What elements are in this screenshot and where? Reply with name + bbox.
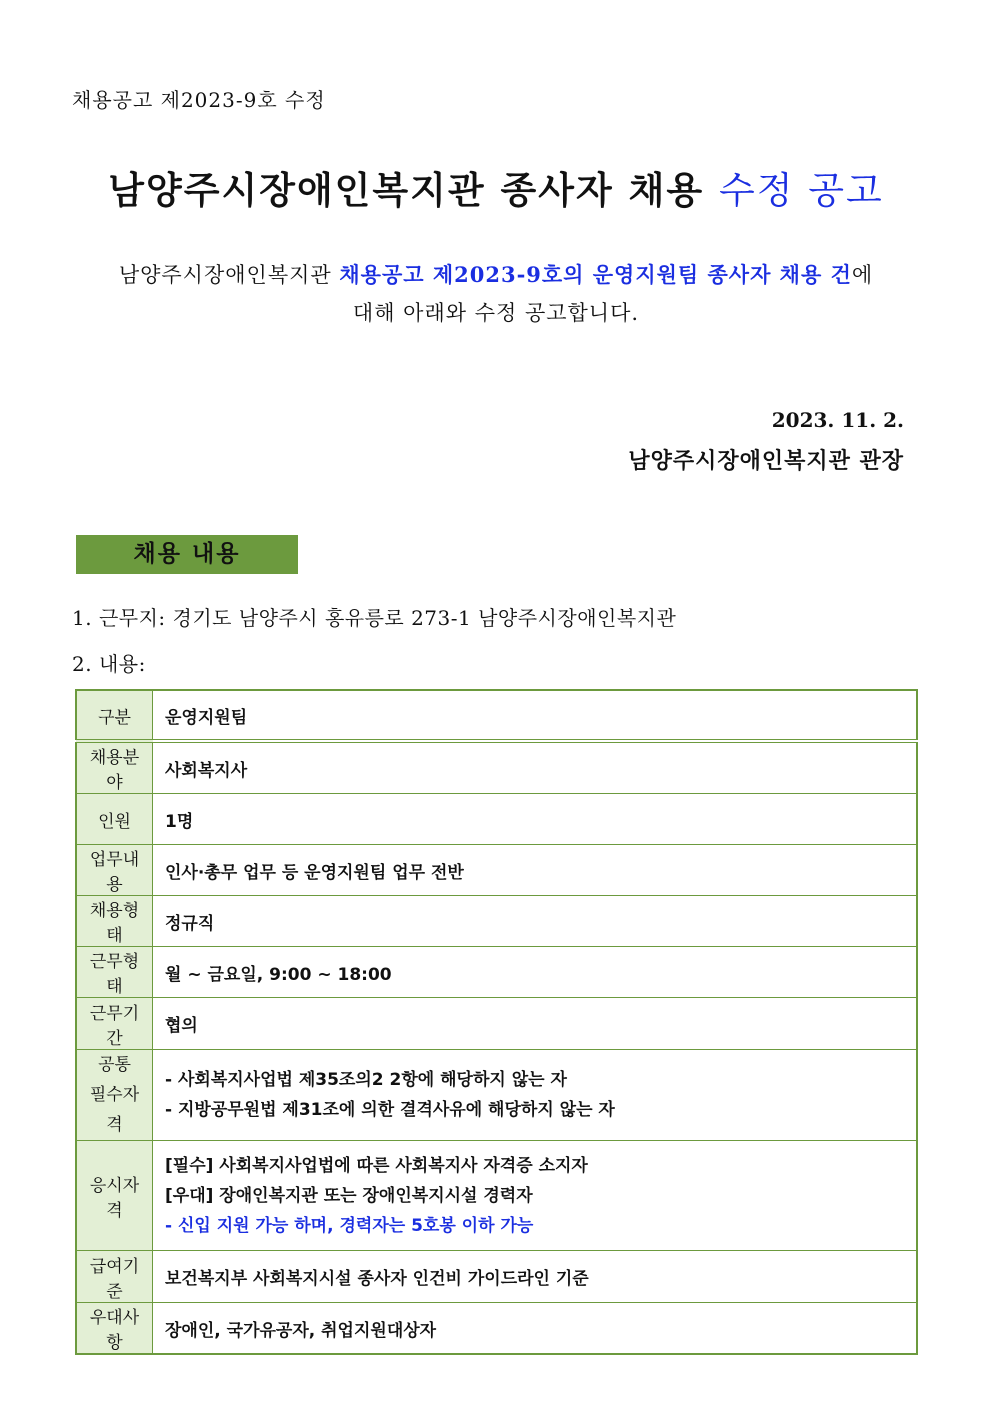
row-label: 업무내용 — [76, 845, 153, 896]
label-line: 공통 — [98, 1055, 131, 1075]
recruitment-table — [75, 689, 918, 1355]
row-value: 장애인, 국가유공자, 취업지원대상자 — [153, 1303, 918, 1355]
row-value: 정규직 — [153, 896, 918, 947]
notice-number: 채용공고 제2023-9호 수정 — [72, 88, 326, 112]
row-value: 인사·총무 업무 등 운영지원팀 업무 전반 — [153, 845, 918, 896]
table-row — [76, 845, 917, 896]
value-note: - 신입 지원 가능 하며, 경력자는 5호봉 이하 가능 — [165, 1215, 534, 1236]
row-value — [153, 1050, 918, 1141]
value-line: [필수] 사회복지사업법에 따른 사회복지사 자격증 소지자 — [165, 1155, 588, 1176]
intro-line2: 대해 아래와 수정 공고합니다. — [352, 301, 640, 325]
table-row — [76, 947, 917, 998]
row-value — [153, 1141, 918, 1251]
table-row — [76, 998, 917, 1050]
value-line: - 사회복지사업법 제35조의2 2항에 해당하지 않는 자 — [165, 1070, 567, 1090]
row-value: 협의 — [153, 998, 918, 1050]
table-row — [76, 896, 917, 947]
row-label: 우대사항 — [76, 1303, 153, 1355]
section-heading: 채용 내용 — [76, 535, 298, 574]
row-value: 보건복지부 사회복지시설 종사자 인건비 가이드라인 기준 — [153, 1251, 918, 1303]
row-label: 구분 — [76, 690, 153, 741]
intro-prefix: 남양주시장애인복지관 — [118, 263, 332, 287]
table-row — [76, 690, 917, 741]
row-label: 인원 — [76, 794, 153, 845]
intro-highlight: 채용공고 제2023-9호의 운영지원팀 종사자 채용 건 — [339, 262, 852, 287]
value-line: [우대] 장애인복지관 또는 장애인복지시설 경력자 — [165, 1185, 533, 1206]
table-row — [76, 1251, 917, 1303]
table-row — [76, 1303, 917, 1355]
row-value: 사회복지사 — [153, 741, 918, 794]
signature: 남양주시장애인복지관 관장 — [628, 448, 904, 474]
row-label: 근무형태 — [76, 947, 153, 998]
intro-suffix: 에 — [851, 263, 874, 287]
value-line: - 지방공무원법 제31조에 의한 결격사유에 해당하지 않는 자 — [165, 1100, 615, 1120]
table-row — [76, 794, 917, 845]
row-value: 월 ~ 금요일, 9:00 ~ 18:00 — [153, 947, 918, 998]
row-label: 채용분야 — [76, 741, 153, 794]
row-value: 운영지원팀 — [153, 690, 918, 741]
table-row — [76, 1050, 917, 1141]
notice-date: 2023. 11. 2. — [771, 408, 904, 432]
table-row — [76, 1141, 917, 1251]
row-label — [76, 1050, 153, 1141]
row-value: 1명 — [153, 794, 918, 845]
row-label: 급여기준 — [76, 1251, 153, 1303]
row-label: 응시자격 — [76, 1141, 153, 1251]
title-highlight: 수정 공고 — [719, 169, 884, 212]
label-line: 필수자격 — [89, 1085, 140, 1135]
content-item: 2. 내용: — [72, 652, 146, 676]
title-main: 남양주시장애인복지관 종사자 채용 — [108, 169, 705, 212]
workplace-item: 1. 근무지: 경기도 남양주시 홍유릉로 273-1 남양주시장애인복지관 — [72, 606, 677, 630]
row-label: 채용형태 — [76, 896, 153, 947]
intro-paragraph — [60, 256, 932, 332]
table-row — [76, 741, 917, 794]
page-title — [0, 160, 992, 214]
row-label: 근무기간 — [76, 998, 153, 1050]
